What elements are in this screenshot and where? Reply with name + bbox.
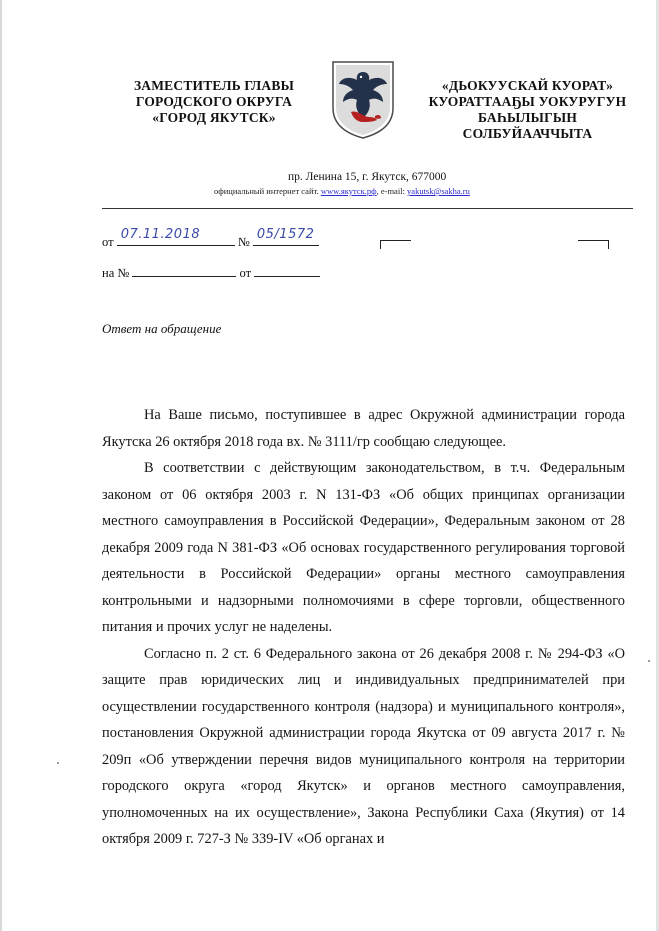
letter-body: [102, 402, 625, 853]
sender-title-line: ЗАМЕСТИТЕЛЬ ГЛАВЫ: [133, 78, 295, 93]
reference-number-row: [102, 264, 320, 281]
sender-title-line: БАҺЫЛЫГЫН: [477, 110, 578, 125]
page-edge-left: [0, 0, 2, 931]
sender-title-line: «ГОРОД ЯКУТСК»: [152, 110, 276, 125]
ref-date-label: от: [239, 266, 252, 280]
address-corner-mark-right: [578, 240, 609, 249]
scan-speck: [57, 762, 59, 764]
date-field: [117, 227, 235, 246]
header-divider: [102, 208, 633, 209]
ref-number-field: [132, 264, 236, 277]
sender-title-line: «ДЬОКУУСКАЙ КУОРАТ»: [441, 78, 614, 93]
ref-number-label: на №: [102, 266, 130, 280]
email-label: , e-mail:: [376, 186, 408, 196]
postal-address: пр. Ленина 15, г. Якутск, 677000: [288, 171, 447, 183]
handwritten-date: 07.11.2018: [120, 227, 201, 242]
sender-title-yakut: [415, 78, 640, 142]
address-corner-mark-left: [380, 240, 411, 249]
number-field: [253, 227, 319, 246]
ref-date-field: [254, 264, 320, 277]
date-label: от: [102, 235, 114, 249]
outgoing-number-row: [102, 227, 319, 250]
sender-title-line: СОЛБУЙААЧЧЫТА: [462, 126, 593, 141]
handwritten-number: 05/1572: [256, 227, 315, 242]
sender-title-line: ГОРОДСКОГО ОКРУГА: [135, 94, 293, 109]
yakutsk-coat-of-arms-icon: [331, 60, 395, 140]
website-label: официальный интернет сайт.: [214, 186, 321, 196]
email-link[interactable]: yakutsk@sakha.ru: [407, 186, 470, 196]
sender-title-line: КУОРАТТААҔЫ УОКУРУГУН: [428, 94, 627, 109]
number-label: №: [237, 235, 250, 249]
contact-line: [214, 186, 470, 196]
body-paragraph: В соответствии с действующим законодательством, в т.ч. Федеральным законом от 06 октября 2003 г. N 131-ФЗ «Об общих принципах организации местного самоуправления в Российской Федерации», Федеральным законом от 28 декабря 2009 года N 381-ФЗ «Об основах государственного регулирования торговой деятельности в Российской Федерации» органы местного самоуправления контрольными и надзорными полномочиями в сфере торговли, общественного питания и прочих услуг не наделены.: [102, 460, 625, 635]
website-link[interactable]: www.якутск.рф: [320, 186, 377, 196]
body-paragraph: Согласно п. 2 ст. 6 Федерального закона от 26 декабря 2008 г. № 294-ФЗ «О защите прав юридических лиц и индивидуальных предпринимателей при осуществлении государственного контроля (надзора) и муниципального контроля», постановления Окружной администрации города Якутска от 09 августа 2017 г. № 209п «Об утверждении перечня видов муниципального контроля на территории городского округа «город Якутск» и органов местного самоуправления, уполномоченных на их осуществление», Закона Республики Саха (Якутия) от 14 октября 2009 г. 727-З № 339-IV «Об органах и: [102, 645, 625, 847]
letter-subject: Ответ на обращение: [102, 321, 222, 336]
sender-title-russian: [118, 78, 310, 126]
body-paragraph: На Ваше письмо, поступившее в адрес Окружной администрации города Якутска 26 октября 2018 года вх. № 3111/гр сообщаю следующее.: [102, 407, 625, 450]
scan-speck: [648, 660, 650, 662]
